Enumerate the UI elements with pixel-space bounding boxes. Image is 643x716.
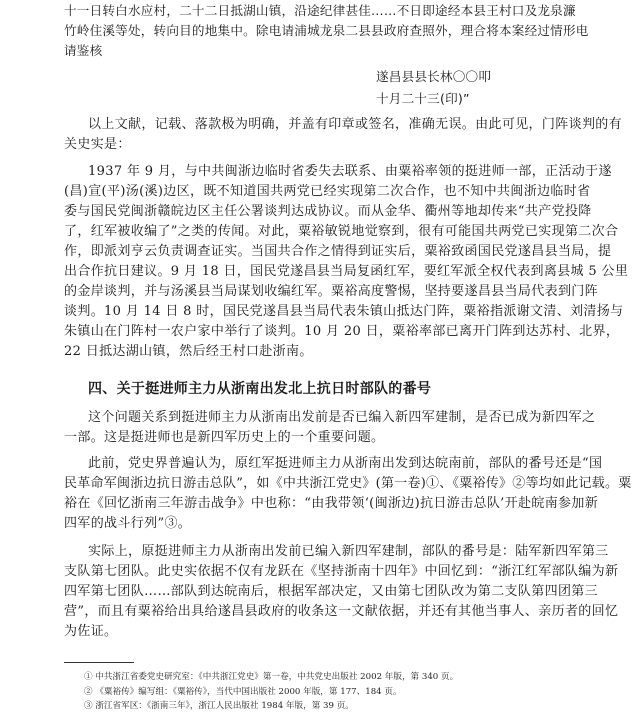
body-paragraph-2-line-1: 1937 年 9 月，与中共闽浙边临时省委失去联系、由粟裕率领的挺进师一部，正活动于遂 <box>88 164 612 179</box>
section-paragraph-3-line-1: 实际上，原挺进师主力从浙南出发前已编入新四军建制，部队的番号是：陆军新四军第三 <box>88 544 609 559</box>
section-paragraph-2-line-2: 民革命军闽浙边抗日游击总队”，如《中共浙江党史》(第一卷)①、《粟裕传》②等均如此记载。粟 <box>64 476 632 491</box>
quote-date: 十月二十三(印)” <box>376 91 470 106</box>
section-paragraph-3-line-2: 支队第七团队。此史实依据不仅有龙跃在《坚持浙南十四年》中回忆到：“浙江红军部队编为新 <box>64 564 619 579</box>
footnote-1: ① 中共浙江省委党史研究室：《中共浙江党史》第一卷，中共党史出版社 2002 年版，第 340 页。 <box>84 672 459 682</box>
body-paragraph-2-line-9: 朱镇山在门阵村一农户家中举行了谈判。10 月 20 日，粟裕率部已离开门阵到达苏村、北界， <box>64 324 620 339</box>
footnote-divider <box>64 662 134 663</box>
footnote-2: ② 《粟裕传》编写组：《粟裕传》，当代中国出版社 2000 年版，第 177、184 页。 <box>84 687 402 697</box>
body-paragraph-2-line-5: 作，即派刘亨云负责调查证实。当国共合作之情得到证实后，粟裕致函国民党遂昌县当局，提 <box>64 244 612 259</box>
body-paragraph-1-line-2: 关史实是： <box>64 137 131 152</box>
body-paragraph-2-line-3: 委与国民党闽浙赣皖边区主任公署谈判达成协议。而从金华、衢州等地却传来“共产党投降 <box>64 204 592 219</box>
body-paragraph-2-line-2: (昌)宣(平)汤(溪)边区，既不知道国共两党已经实现第二次合作，也不知中共闽浙边临时省 <box>64 184 591 199</box>
quote-line-2: 竹岭住溪等处，转向目的地集中。除电请浦城龙泉二县县政府查照外，理合将本案经过情形电 <box>64 23 589 38</box>
section-paragraph-3-line-4: 营”，而且有粟裕给出具给遂昌县政府的收条这一文献依据，并还有其他当事人、亲历者的回忆 <box>64 604 619 619</box>
body-paragraph-1-line-1: 以上文献，记载、落款极为明确，并盖有印章或签名，准确无误。由此可见，门阵谈判的有 <box>88 117 623 132</box>
body-paragraph-2-line-10: 22 日抵达湖山镇，然后经王村口赴浙南。 <box>64 344 313 359</box>
body-paragraph-2-line-6: 出合作抗日建议。9 月 18 日，国民党遂昌县当局复函红军，要红军派全权代表到离县城 5 公里 <box>64 264 629 279</box>
section-paragraph-3-line-3: 四军第七团队……部队到达皖南后，根据军部决定，又由第七团队改为第二支队第四团第三 <box>64 584 599 599</box>
section-paragraph-2-line-3: 裕在《回忆浙南三年游击战争》中也称：“由我带领‘(闽浙边)抗日游击总队’开赴皖南参加新 <box>64 496 599 511</box>
section-paragraph-2-line-1: 此前，党史界普遍认为，原红军挺进师主力从浙南出发到达皖南前，部队的番号还是“国 <box>88 456 603 471</box>
quote-signature: 遂昌县县长林〇〇叩 <box>376 69 492 84</box>
section-paragraph-1-line-2: 一部。这是挺进师也是新四军历史上的一个重要问题。 <box>64 430 385 445</box>
body-paragraph-2-line-8: 谈判。10 月 14 日 8 时，国民党遂昌县当局代表朱镇山抵达门阵，粟裕指派谢文清、刘清扬与 <box>64 304 624 319</box>
body-paragraph-2-line-7: 的金岸谈判，并与汤溪县当局谋划收编红军。粟裕高度警惕，坚持要遂昌县当局代表到门阵 <box>64 284 599 299</box>
footnote-3: ③ 浙江省军区：《浙南三年》，浙江人民出版社 1984 年版，第 39 页。 <box>84 701 354 711</box>
quote-line-1: 十一日转白水应村，二十二日抵湖山镇，沿途纪律甚佳……不日即途经本县王村口及龙泉濂 <box>64 3 576 18</box>
section-paragraph-3-line-5: 为佐证。 <box>64 624 118 639</box>
section-paragraph-2-line-4: 四军的战斗行列”③。 <box>64 516 192 531</box>
quote-line-3: 请鉴核 <box>64 43 103 58</box>
section-paragraph-1-line-1: 这个问题关系到挺进师主力从浙南出发前是否已编入新四军建制，是否已成为新四军之 <box>88 410 596 425</box>
body-paragraph-2-line-4: 了，红军被收编了”之类的传闻。对此，粟裕敏锐地觉察到，很有可能国共两党已实现第二次合 <box>64 224 619 239</box>
section-heading: 四、关于挺进师主力从浙南出发北上抗日时部队的番号 <box>88 381 432 397</box>
